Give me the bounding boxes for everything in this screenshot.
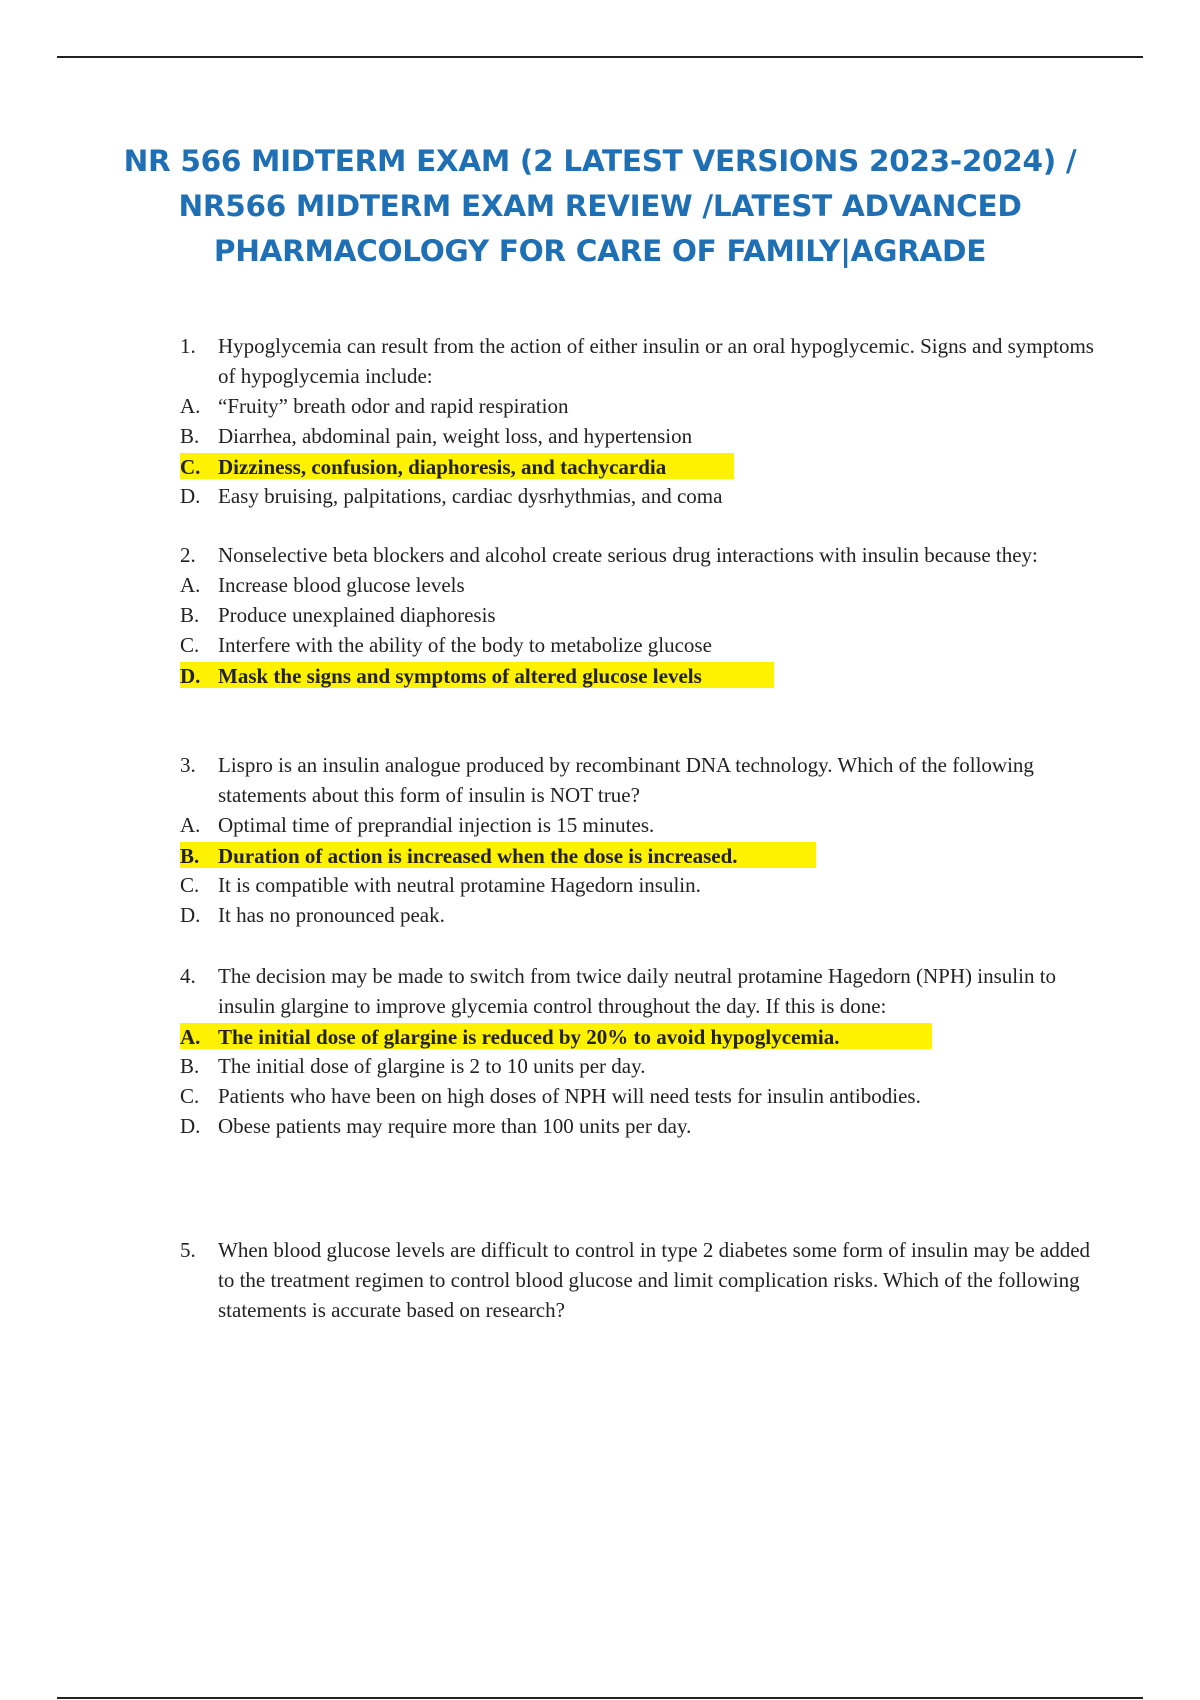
option-text: Interfere with the ability of the body to metabolize glucose (218, 633, 712, 657)
answer-option (180, 1111, 1110, 1141)
option-text: “Fruity” breath odor and rapid respiration (218, 394, 569, 418)
answer-option (180, 810, 1110, 840)
option-letter: C. (180, 455, 201, 479)
question-text: Hypoglycemia can result from the action of either insulin or an oral hypoglycemic. Signs and symptoms of hypoglycemia include: (218, 334, 1094, 388)
question-number: 3. (180, 753, 196, 777)
option-text: Dizziness, confusion, diaphoresis, and tachycardia (218, 455, 667, 479)
option-text: Easy bruising, palpitations, cardiac dysrhythmias, and coma (218, 484, 723, 508)
question-text: The decision may be made to switch from twice daily neutral protamine Hagedorn (NPH) insulin to insulin glargine to improve glycemia control throughout the day. If this is done: (218, 964, 1057, 1018)
answer-option (180, 900, 1110, 930)
question-5 (180, 1235, 1110, 1325)
answer-option (180, 421, 1110, 451)
option-text: Optimal time of preprandial injection is 15 minutes. (218, 813, 655, 837)
option-letter: A. (180, 813, 201, 837)
option-letter: C. (180, 1084, 200, 1108)
option-letter: B. (180, 424, 200, 448)
option-letter: D. (180, 903, 201, 927)
title-line-3: PHARMACOLOGY FOR CARE OF FAMILY|AGRADE (213, 234, 987, 268)
option-letter: B. (180, 603, 200, 627)
answer-option (180, 600, 1110, 630)
answer-option (180, 870, 1110, 900)
option-text: Produce unexplained diaphoresis (218, 603, 496, 627)
question-number: 2. (180, 543, 196, 567)
question-number: 1. (180, 334, 196, 358)
correct-answer-option (180, 840, 1110, 870)
document-title (80, 139, 1120, 274)
top-rule (57, 56, 1143, 58)
option-text: It is compatible with neutral protamine Hagedorn insulin. (218, 873, 701, 897)
question-number: 5. (180, 1238, 196, 1262)
option-letter: A. (180, 394, 201, 418)
answer-option (180, 481, 1110, 511)
option-text: Patients who have been on high doses of NPH will need tests for insulin antibodies. (218, 1084, 921, 1108)
option-text: Obese patients may require more than 100 units per day. (218, 1114, 692, 1138)
answer-option (180, 1081, 1110, 1111)
option-text: The initial dose of glargine is reduced by 20% to avoid hypoglycemia. (218, 1025, 840, 1049)
option-text: Increase blood glucose levels (218, 573, 465, 597)
answer-option (180, 1051, 1110, 1081)
title-line-2: NR566 MIDTERM EXAM REVIEW /LATEST ADVANCED (178, 189, 1022, 223)
option-letter: A. (180, 573, 201, 597)
option-letter: D. (180, 484, 201, 508)
answer-option (180, 570, 1110, 600)
option-letter: A. (180, 1025, 201, 1049)
question-4 (180, 961, 1110, 1141)
question-text: When blood glucose levels are difficult to control in type 2 diabetes some form of insulin may be added to the treatment regimen to control blood glucose and limit complication risks. Which of the following statements is accurate based on research? (218, 1238, 1091, 1322)
option-text: The initial dose of glargine is 2 to 10 units per day. (218, 1054, 646, 1078)
option-letter: B. (180, 844, 200, 868)
question-text: Nonselective beta blockers and alcohol create serious drug interactions with insulin because they: (218, 543, 1038, 567)
option-letter: D. (180, 1114, 201, 1138)
correct-answer-option (180, 451, 1110, 481)
option-text: Diarrhea, abdominal pain, weight loss, and hypertension (218, 424, 693, 448)
option-letter: C. (180, 633, 200, 657)
option-letter: D. (180, 664, 201, 688)
question-1 (180, 331, 1110, 511)
question-3 (180, 750, 1110, 930)
option-letter: C. (180, 873, 200, 897)
correct-answer-option (180, 660, 1110, 690)
title-line-1: NR 566 MIDTERM EXAM (2 LATEST VERSIONS 2023-2024) / (123, 144, 1077, 178)
question-2 (180, 540, 1110, 690)
correct-answer-option (180, 1021, 1110, 1051)
answer-option (180, 391, 1110, 421)
question-text: Lispro is an insulin analogue produced by recombinant DNA technology. Which of the following statements about this form of insulin is NOT true? (218, 753, 1034, 807)
option-letter: B. (180, 1054, 200, 1078)
bottom-rule (57, 1697, 1143, 1699)
option-text: It has no pronounced peak. (218, 903, 445, 927)
option-text: Mask the signs and symptoms of altered glucose levels (218, 664, 702, 688)
question-number: 4. (180, 964, 196, 988)
answer-option (180, 630, 1110, 660)
option-text: Duration of action is increased when the dose is increased. (218, 844, 738, 868)
